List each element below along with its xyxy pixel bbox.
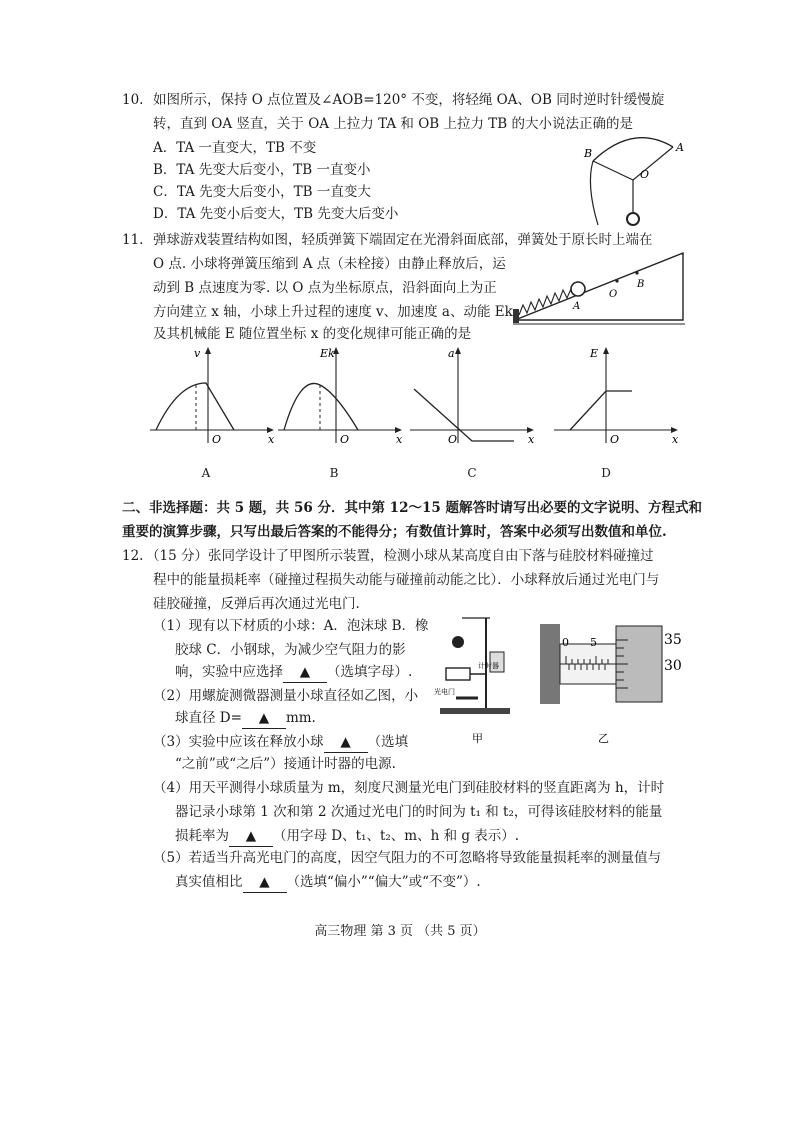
q12-part5-blank[interactable]: ▲ (243, 872, 287, 893)
q12-part4-blank[interactable]: ▲ (229, 826, 273, 847)
q12-part5-line1: （5）若适当升高光电门的高度，因空气阻力的不可忽略将导致能量损耗率的测量值与 (153, 850, 662, 866)
q10-text-line1: 如图所示，保持 O 点位置及∠AOB=120° 不变，将轻绳 OA、OB 同时逆时针缓慢旋 (153, 92, 665, 108)
q12-part2-prefix: 球直径 D= (175, 710, 242, 726)
q12-jia-base (440, 708, 510, 714)
q11-label-o: O (609, 289, 618, 300)
q10-rope-ob (593, 161, 633, 180)
q11-text-line1: 弹球游戏装置结构如图，轻质弹簧下端固定在光滑斜面底部，弹簧处于原长时上端在 (153, 232, 653, 248)
q12-text-line1: （15 分）张同学设计了甲图所示装置，检测小球从某高度自由下落与硅胶材料碰撞过 (146, 548, 654, 564)
q12-yi-reading-35: 35 (664, 632, 682, 648)
q12-jia-caption: 甲 (472, 732, 483, 745)
q12-part4-suffix: （用字母 D、t₁、t₂、m、h 和 g 表示）. (273, 828, 520, 844)
q12-part4-line3 (175, 826, 519, 847)
q11-incline (515, 253, 683, 320)
q12-part2-suffix: mm. (285, 710, 316, 726)
q10-rope-oa (633, 147, 673, 180)
q11-graph-a (148, 345, 278, 445)
q12-part1-blank[interactable]: ▲ (283, 662, 327, 683)
q11-ball (571, 282, 585, 296)
q12-part2-line1: （2）用螺旋测微器测量小球直径如乙图，小 (153, 688, 419, 704)
q12-part3-prefix: （3）实验中应该在释放小球 (153, 734, 324, 750)
q11-graph-c-ylabel: a (448, 347, 455, 360)
q11-graph-d-origin: O (610, 433, 620, 445)
q11-label-b: B (637, 279, 645, 290)
q10-label-a: A (676, 141, 684, 154)
q12-part4-line2: 器记录小球第 1 次和第 2 次通过光电门的时间为 t₁ 和 t₂，可得该硅胶材料的能量 (175, 804, 663, 820)
q12-jia-gate (446, 668, 470, 680)
q10-option-d: D．TA 先变小后变大，TB 先变大后变小 (153, 206, 399, 222)
q11-wall-base (513, 309, 519, 323)
q10-text-line2: 转，直到 OA 竖直，关于 OA 上拉力 TA 和 OB 上拉力 TB 的大小说法正确的是 (153, 116, 633, 132)
q11-graph-d-line (570, 391, 632, 430)
q11-text-line4: 方向建立 x 轴，小球上升过程的速度 v、加速度 a、动能 Ek (153, 304, 513, 320)
q11-graph-c-line (414, 389, 514, 441)
q12-yi-scale-0: 0 (562, 636, 569, 649)
q11-graph-b-ylabel: Ek (320, 347, 335, 360)
section2-heading-line2: 重要的演算步骤，只写出最后答案的不能得分；有数值计算时，答案中必须写出数值和单位. (122, 524, 667, 540)
q12-part1-suffix: （选填字母）. (327, 664, 413, 680)
q12-jia-timer-label: 计时器 (478, 662, 499, 670)
q11-graph-c-origin: O (448, 433, 458, 445)
q12-part2-blank[interactable]: ▲ (242, 708, 286, 729)
q11-graph-a-ylabel: v (194, 347, 201, 360)
q11-graph-b (276, 345, 406, 445)
q12-figure-yi (532, 618, 692, 748)
q12-part1-prefix: 响，实验中应选择 (175, 664, 283, 680)
q11-graph-d (552, 345, 682, 445)
q12-number: 12. (122, 548, 144, 564)
q12-part5-prefix: 真实值相比 (175, 874, 243, 890)
q12-yi-reading-30: 30 (664, 658, 682, 674)
q10-label-o: O (640, 168, 650, 181)
q12-yi-caption: 乙 (598, 732, 609, 745)
q10-figure (578, 125, 698, 235)
section2-heading-line1: 二、非选择题：共 5 题，共 56 分．其中第 12～15 题解答时请写出必要的文字说明、方程式和 (122, 500, 702, 516)
q12-part3-suffix: （选填 (367, 734, 409, 750)
q11-graph-a-caption: A (201, 466, 211, 480)
q11-graph-b-origin: O (340, 433, 350, 445)
q12-part2-line2 (175, 708, 316, 729)
q12-part4-prefix: 损耗率为 (175, 828, 229, 844)
q11-graph-d-ylabel: E (590, 347, 599, 360)
q11-graph-b-curve (284, 383, 358, 430)
q12-part1-line3 (175, 662, 412, 683)
q10-weight (627, 213, 639, 225)
q11-text-line5: 及其机械能 E 随位置坐标 x 的变化规律可能正确的是 (153, 326, 472, 342)
q12-jia-ball (452, 636, 464, 648)
q12-part3-line2: “之前”或“之后”）接通计时器的电源. (175, 756, 396, 772)
page-footer: 高三物理 第 3 页 （共 5 页） (314, 924, 486, 939)
q12-part3-line1 (153, 732, 408, 753)
q11-graph-b-xlabel: x (396, 433, 403, 445)
q11-incline-figure (505, 245, 695, 330)
q12-part5-line2 (175, 872, 481, 893)
q11-graph-a-xlabel: x (268, 433, 275, 445)
q11-graph-c-xlabel: x (528, 433, 535, 445)
q12-figure-jia (432, 612, 522, 752)
q10-option-c: C．TA 先变大后变小，TB 一直变大 (153, 184, 371, 200)
q12-part3-blank[interactable]: ▲ (324, 732, 368, 753)
q11-graph-a-curve (156, 383, 234, 430)
q12-text-line3: 硅胶碰撞，反弹后再次通过光电门. (153, 596, 360, 612)
q12-part4-line1: （4）用天平测得小球质量为 m，刻度尺测量光电门到硅胶材料的竖直距离为 h，计时 (153, 780, 665, 796)
q11-text-line3: 动到 B 点速度为零. 以 O 点为坐标原点，沿斜面向上为正 (153, 280, 497, 296)
q10-label-b: B (584, 147, 593, 160)
q12-part1-line1: （1）现有以下材质的小球：A．泡沫球 B．橡 (153, 618, 429, 634)
q12-part1-line2: 胶球 C．小钢球，为减少空气阻力的影 (175, 642, 406, 658)
q12-yi-frame (540, 624, 560, 704)
q11-graph-a-origin: O (212, 433, 222, 445)
q10-option-b: B．TA 先变大后变小，TB 一直变小 (153, 162, 371, 178)
q11-text-line2: O 点. 小球将弹簧压缩到 A 点（未栓接）由静止释放后，运 (153, 256, 506, 272)
q10-number: 10. (122, 92, 144, 108)
q11-number: 11. (122, 232, 144, 248)
q11-graph-c-caption: C (467, 466, 477, 480)
q11-graph-b-caption: B (329, 466, 339, 480)
q11-graph-d-xlabel: x (672, 433, 679, 445)
q12-part5-suffix: （选填“偏小”“偏大”或“不变”）. (286, 874, 481, 890)
q11-graph-d-caption: D (601, 466, 611, 480)
q11-label-a: A (573, 301, 581, 312)
q11-graph-c (408, 345, 538, 445)
q12-jia-gate-label: 光电门 (434, 688, 455, 696)
q12-text-line2: 程中的能量损耗率（碰撞过程损失动能与碰撞前动能之比）．小球释放后通过光电门与 (153, 572, 660, 588)
q12-yi-scale-5: 5 (590, 636, 597, 649)
q11-spring (519, 289, 571, 315)
q10-option-a: A．TA 一直变大，TB 不变 (153, 140, 317, 156)
